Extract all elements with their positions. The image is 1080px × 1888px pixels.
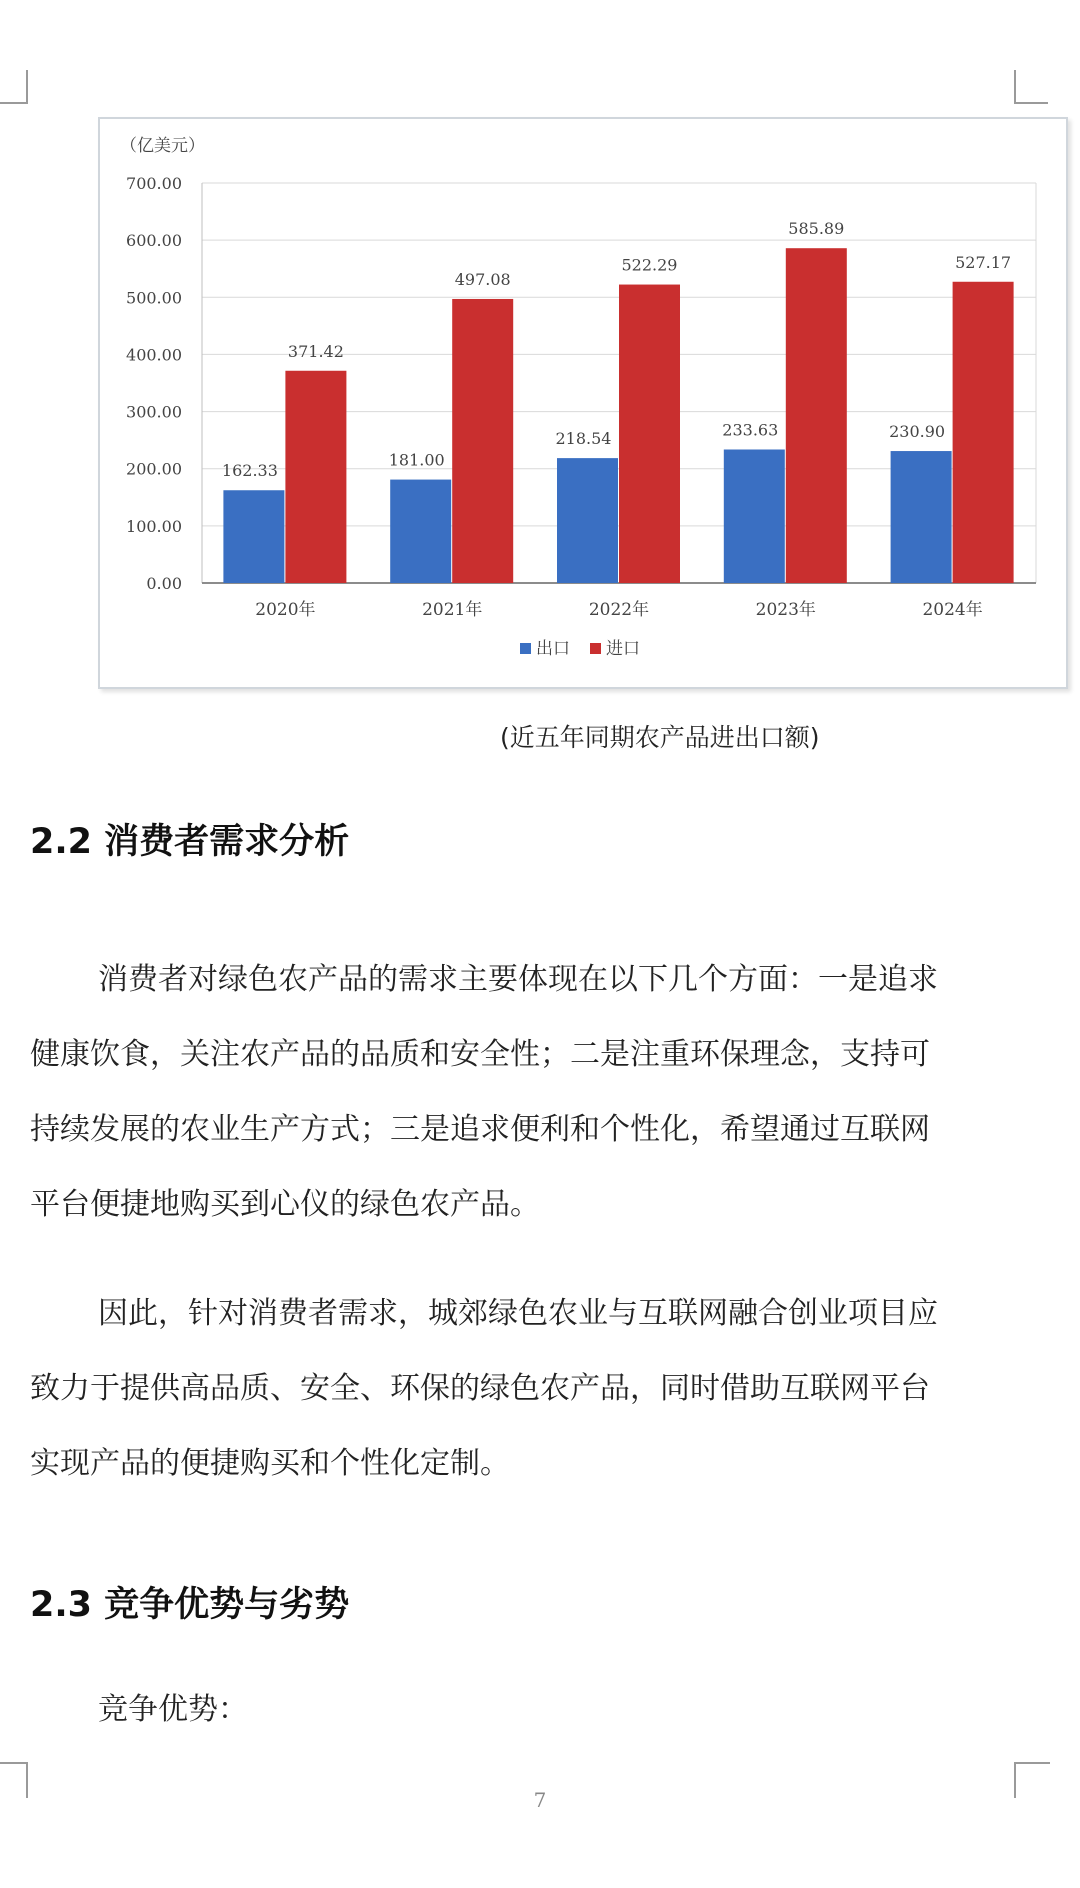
section-heading-2-3: 2.3 竞争优势与劣势 xyxy=(30,1585,350,1625)
bar-import xyxy=(285,371,346,583)
data-label: 527.17 xyxy=(955,252,1012,272)
y-tick-label: 700.00 xyxy=(126,174,182,193)
y-tick-label: 400.00 xyxy=(126,345,182,365)
paragraph-line: 实现产品的便捷购买和个性化定制。 xyxy=(30,1446,510,1481)
x-tick-label: 2022年 xyxy=(588,600,650,620)
y-tick-label: 100.00 xyxy=(126,516,182,536)
corner-mark-top-right xyxy=(1014,70,1048,104)
legend-swatch xyxy=(520,643,531,654)
y-tick-label: 300.00 xyxy=(126,402,182,422)
x-tick-label: 2023年 xyxy=(755,600,816,620)
chart-caption: (近五年同期农产品进出口额) xyxy=(500,723,820,752)
y-tick-label: 600.00 xyxy=(126,231,182,251)
bar-export xyxy=(891,451,952,583)
bar-import xyxy=(953,282,1014,583)
paragraph-line: 持续发展的农业生产方式；三是追求便利和个性化，希望通过互联网 xyxy=(30,1112,930,1147)
legend-swatch xyxy=(590,643,601,654)
bar-export xyxy=(223,490,284,583)
data-label: 371.42 xyxy=(287,341,344,361)
page-number: 7 xyxy=(533,1788,547,1812)
x-tick-label: 2021年 xyxy=(422,600,483,620)
legend-label: 进口 xyxy=(606,639,640,659)
corner-mark-top-left xyxy=(0,70,28,104)
x-tick-label: 2020年 xyxy=(255,600,316,620)
bar-import xyxy=(452,299,513,583)
bar-export xyxy=(724,449,785,583)
chart-frame xyxy=(98,117,1068,689)
data-label: 218.54 xyxy=(555,429,612,449)
data-label: 162.33 xyxy=(221,461,278,481)
y-tick-label: 0.00 xyxy=(146,574,182,593)
data-label: 233.63 xyxy=(722,420,779,440)
paragraph-conclusion xyxy=(30,1276,1040,1501)
y-tick-label: 200.00 xyxy=(126,459,182,479)
legend-label: 出口 xyxy=(536,639,570,659)
competitive-advantage-label: 竞争优势： xyxy=(98,1692,248,1727)
x-tick-label: 2024年 xyxy=(922,600,983,620)
y-tick-label: 500.00 xyxy=(126,288,182,308)
bar-import xyxy=(786,248,847,583)
data-label: 181.00 xyxy=(388,450,445,470)
paragraph-consumer-demand xyxy=(30,942,1040,1242)
section-heading-2-2: 2.2 消费者需求分析 xyxy=(30,822,350,862)
bar-import xyxy=(619,285,680,583)
paragraph-line: 健康饮食，关注农产品的品质和安全性；二是注重环保理念，支持可 xyxy=(30,1037,930,1072)
paragraph-line: 平台便捷地购买到心仪的绿色农产品。 xyxy=(30,1187,540,1222)
bar-chart xyxy=(100,119,1066,687)
paragraph-line: 因此，针对消费者需求，城郊绿色农业与互联网融合创业项目应 xyxy=(98,1296,938,1331)
paragraph-line: 消费者对绿色农产品的需求主要体现在以下几个方面：一是追求 xyxy=(98,962,938,997)
data-label: 585.89 xyxy=(788,219,845,239)
bar-export xyxy=(390,480,451,583)
paragraph-line: 致力于提供高品质、安全、环保的绿色农产品，同时借助互联网平台 xyxy=(30,1371,930,1406)
bar-export xyxy=(557,458,618,583)
y-unit-label: （亿美元） xyxy=(120,136,205,156)
data-label: 230.90 xyxy=(889,422,946,442)
data-label: 522.29 xyxy=(621,255,678,275)
data-label: 497.08 xyxy=(454,269,511,289)
